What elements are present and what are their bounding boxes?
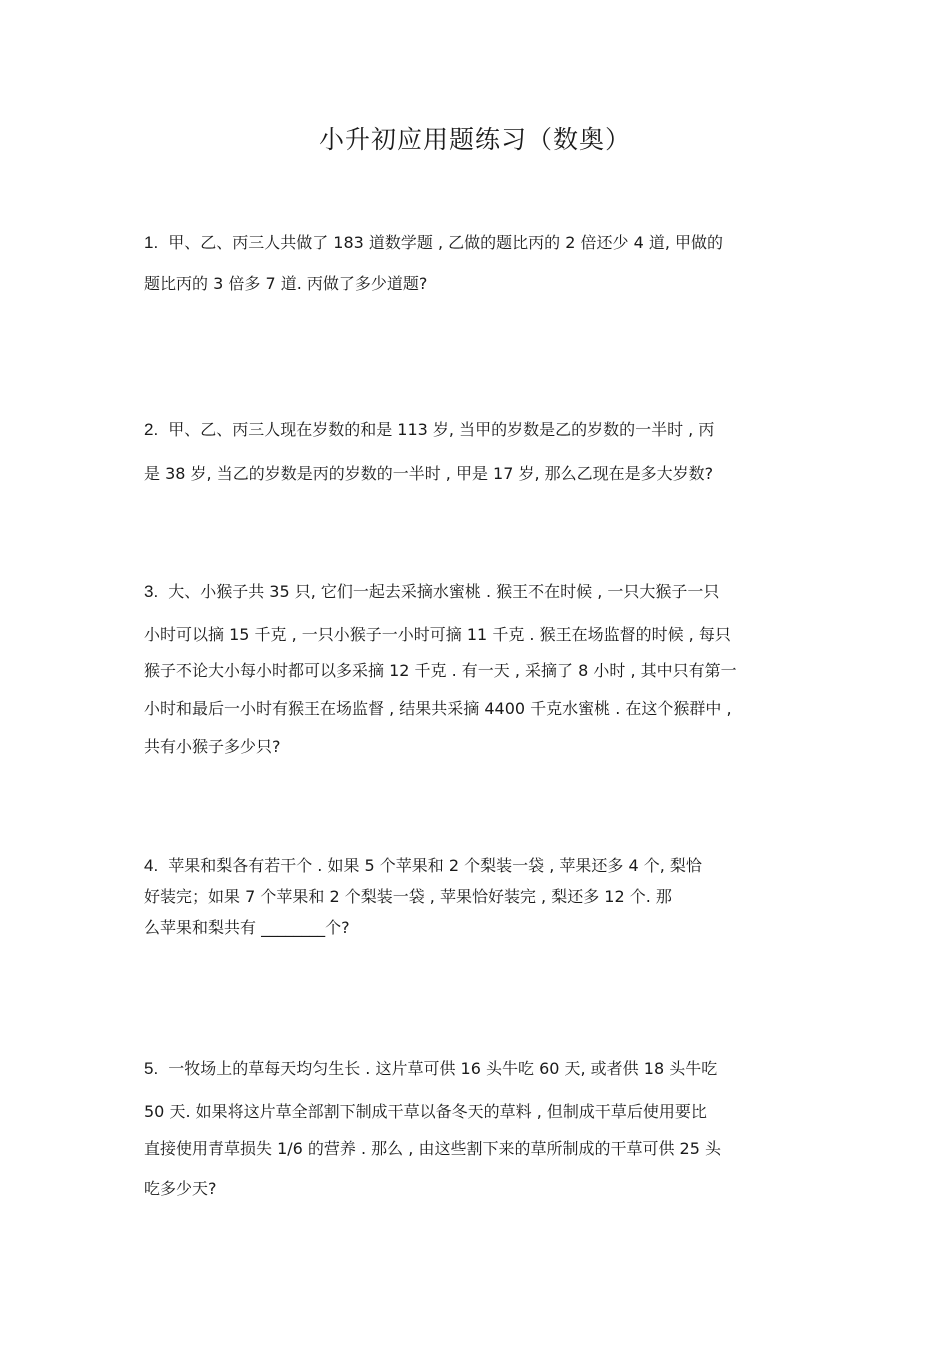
problem-4-line-3: 么苹果和梨共有 ________个?	[144, 918, 350, 937]
problem-5-line-3: 直接使用青草损失 1/6 的营养 . 那么 , 由这些割下来的草所制成的干草可供 25 头	[144, 1139, 721, 1158]
problem-3-line-1	[144, 582, 719, 602]
problem-4-line-1	[144, 856, 702, 876]
problem-3-line-4: 小时和最后一小时有猴王在场监督 , 结果共采摘 4400 千克水蜜桃 . 在这个猴群中 ,	[144, 699, 732, 718]
problem-5-text-1: 一牧场上的草每天均匀生长 . 这片草可供 16 头牛吃 60 天, 或者供 18 头牛吃	[168, 1059, 718, 1078]
problem-3-number: 3.	[144, 582, 159, 601]
problem-2-line-2: 是 38 岁, 当乙的岁数是丙的岁数的一半时 , 甲是 17 岁, 那么乙现在是多大岁数?	[144, 464, 714, 483]
problem-1-text-1: 甲、乙、丙三人共做了 183 道数学题 , 乙做的题比丙的 2 倍还少 4 道, 甲做的	[168, 233, 724, 252]
problem-5-number: 5.	[144, 1059, 159, 1078]
problem-1-line-1	[144, 233, 723, 253]
problem-5-line-4: 吃多少天?	[144, 1179, 217, 1198]
problem-3-line-2: 小时可以摘 15 千克 , 一只小猴子一小时可摘 11 千克 . 猴王在场监督的时候 , 每只	[144, 625, 731, 644]
problem-4-text-1: 苹果和梨各有若干个 . 如果 5 个苹果和 2 个梨装一袋 , 苹果还多 4 个, 梨恰	[168, 856, 702, 875]
problem-5-line-1	[144, 1059, 717, 1079]
problem-3-line-5: 共有小猴子多少只?	[144, 737, 281, 756]
problem-3-line-3: 猴子不论大小每小时都可以多采摘 12 千克 . 有一天 , 采摘了 8 小时 , 其中只有第一	[144, 661, 737, 680]
problem-3-text-1: 大、小猴子共 35 只, 它们一起去采摘水蜜桃 . 猴王不在时候 , 一只大猴子一只	[168, 582, 720, 601]
problem-2-line-1	[144, 420, 714, 440]
page-title: 小升初应用题练习（数奥）	[318, 125, 631, 154]
problem-4-line-2: 好装完；如果 7 个苹果和 2 个梨装一袋 , 苹果恰好装完 , 梨还多 12 个. 那	[144, 887, 672, 906]
problem-1-line-2: 题比丙的 3 倍多 7 道. 丙做了多少道题?	[144, 274, 428, 293]
problem-2-text-1: 甲、乙、丙三人现在岁数的和是 113 岁, 当甲的岁数是乙的岁数的一半时 , 丙	[168, 420, 715, 439]
problem-2-number: 2.	[144, 420, 159, 439]
problem-4-number: 4.	[144, 856, 159, 875]
problem-1-number: 1.	[144, 233, 159, 252]
problem-5-line-2: 50 天. 如果将这片草全部割下制成干草以备冬天的草料 , 但制成干草后使用要比	[144, 1102, 707, 1121]
